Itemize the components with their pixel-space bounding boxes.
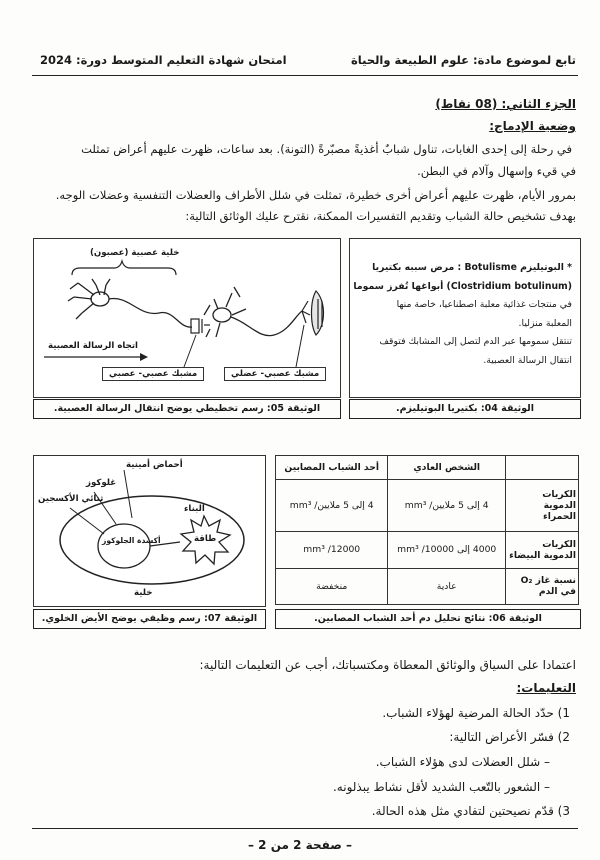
situation-line-3: بمرور الأيام، ظهرت عليهم أعراض أخرى خطيرة، تمثلت في شلل الأطراف والعضلات التنفسية وعضلات الوجه.: [55, 188, 576, 202]
doc6-row-o2: [276, 568, 579, 604]
doc6-caption: الوثيقة 06: نتائج تحليل دم أحد الشباب المصابين.: [275, 609, 581, 629]
synapse-nn: [191, 319, 210, 333]
synapse-nm-label: مشبك عصبي- عضلي: [224, 367, 326, 381]
neuron-brace: [72, 261, 176, 275]
doc7-diagram: [34, 456, 265, 606]
doc6-header-row: [276, 456, 579, 480]
situation-line-1: في رحلة إلى إحدى الغابات، تناول شبابٌ أغذيةً مصبّرةً (التونة). بعد ساعات، ظهرت عليهم أعراض تمثلت: [81, 142, 572, 156]
situation-line-4: بهدف تشخيص حالة الشباب وتقديم التفسيرات الممكنة، نقترح عليك الوثائق التالية:: [185, 209, 576, 223]
doc5-caption: الوثيقة 05: رسم تخطيطي يوضح انتقال الرسالة العصبية.: [33, 399, 341, 419]
question-2b: – الشعور بالتّعب الشديد لأقل نشاط يبذلونه.: [332, 780, 550, 794]
doc4-line-2: (Clostridium botulinum) أبواغها تُفرز سموما: [353, 280, 572, 292]
doc7-box: [33, 455, 266, 607]
header-subject: تابع لموضوع مادة: علوم الطبيعة والحياة: [351, 53, 576, 67]
doc6-cell: 4000 إلى 10000/ mm³: [388, 532, 506, 568]
doc6-row-rbc: [276, 480, 579, 532]
direction-arrowhead: [140, 353, 148, 361]
question-3: 3) قدّم نصيحتين لتفادي مثل هذه الحالة.: [371, 804, 570, 818]
doc6-cell: 4 إلى 5 ملايين/ mm³: [388, 480, 506, 532]
footer-divider: [32, 828, 578, 829]
neuron-1: [68, 279, 192, 327]
doc6-cell: عادية: [388, 568, 506, 604]
synapse-nm: [302, 291, 324, 335]
doc4-line-4: المعلبة منزليا.: [518, 317, 572, 329]
glucose-label: غلوكوز: [86, 478, 117, 488]
cell-label: خلية: [134, 588, 153, 598]
doc6-table-wrap: [275, 455, 579, 605]
question-2: 2) فسّر الأعراض التالية:: [449, 730, 570, 744]
energy-label: طاقة: [194, 534, 217, 544]
header-exam: امتحان شهادة التعليم المتوسط دورة: 2024: [40, 53, 287, 67]
situation-line-2: في قيء وإسهال وآلام في البطن.: [417, 164, 576, 178]
doc6-header-patient: أحد الشباب المصابين: [276, 456, 388, 480]
amino-arrow: [124, 470, 132, 518]
doc4-line-6: انتقال الرسالة العصبية.: [483, 354, 572, 366]
doc4-caption: الوثيقة 04: بكتيريا البوتيليزم.: [349, 399, 581, 419]
doc6-cell: 12000/ mm³: [276, 532, 388, 568]
doc6-cell: منخفضة: [276, 568, 388, 604]
neuron-label: خلية عصبية (عصبون): [90, 248, 180, 258]
doc4-box: [349, 238, 581, 398]
oxidation-label: أكسدة الجلوكوز: [102, 536, 161, 545]
oxidation-compartment: [98, 524, 150, 568]
instructions-intro: اعتمادا على السياق والوثائق المعطاة ومكتسباتك، أجب عن التعليمات التالية:: [199, 658, 576, 672]
doc6-row-label: الكريات الدموية البيضاء: [506, 532, 579, 568]
doc4-line-5: تنتقل سمومها عبر الدم لتصل إلى المشابك فتوقف: [379, 336, 572, 347]
doc6-row-label: نسبة غاز O₂ في الدم: [506, 568, 579, 604]
pointer-nn: [184, 335, 196, 367]
doc5-box: [33, 238, 341, 398]
doc4-line-1: * البوتيليزم Botulisme : مرض سببه بكتيريا: [372, 262, 572, 273]
pointer-nm: [296, 325, 304, 367]
synapse-nn-label: مشبك عصبي- عصبي: [102, 367, 204, 381]
amino-label: أحماض أمينية: [126, 460, 183, 470]
oxygen-label: ثنائي الأكسجين: [38, 494, 104, 504]
doc6-cell: 4 إلى 5 ملايين/ mm³: [276, 480, 388, 532]
question-2a: – شلل العضلات لدى هؤلاء الشباب.: [375, 755, 550, 769]
oxygen-arrow: [70, 508, 104, 534]
doc6-header-corner: [506, 456, 579, 480]
neuron-2: [204, 287, 302, 337]
header-divider: [32, 75, 578, 76]
part-title: الجزء الثاني: (08 نقاط): [435, 97, 576, 111]
doc6-row-label: الكريات الدموية الحمراء: [506, 480, 579, 532]
doc6-table: [275, 455, 579, 605]
direction-label: اتجاه الرسالة العصبية: [48, 341, 139, 351]
question-1: 1) حدّد الحالة المرضية لهؤلاء الشباب.: [382, 706, 570, 720]
page-number: – صفحة 2 من 2 –: [247, 838, 352, 852]
instructions-title: التعليمات:: [516, 681, 576, 695]
doc6-header-normal: الشخص العادي: [388, 456, 506, 480]
doc4-line-3: في منتجات غذائية معلبة اصطناعيا، خاصة منها: [396, 299, 572, 310]
situation-title: وضعية الإدماج:: [489, 119, 576, 133]
doc6-row-wbc: [276, 532, 579, 568]
doc7-caption: الوثيقة 07: رسم وظيفي يوضح الأيض الخلوي.: [33, 609, 266, 629]
build-label: البناء: [184, 504, 205, 514]
